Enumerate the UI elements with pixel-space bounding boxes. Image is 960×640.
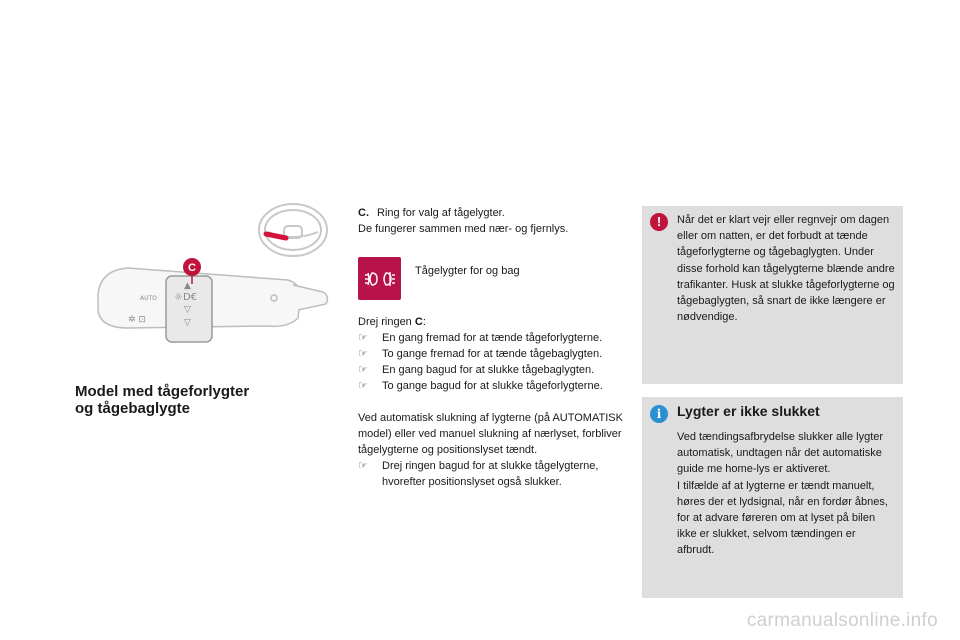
turn-ring-intro bbox=[358, 314, 630, 330]
svg-text:▲: ▲ bbox=[184, 281, 191, 291]
ring-c-subtext: De fungerer sammen med nær- og fjernlys. bbox=[358, 223, 569, 235]
instructions-column bbox=[358, 205, 630, 490]
ring-c-text: Ring for valg af tågelygter. bbox=[377, 207, 505, 219]
list-item: ☞ En gang fremad for at tænde tågeforlygterne. bbox=[358, 330, 630, 346]
warning-icon: ! bbox=[650, 213, 668, 231]
watermark: carmanualsonline.info bbox=[746, 610, 938, 631]
section-title-line2: og tågebaglygte bbox=[75, 400, 191, 417]
section-title-line1: Model med tågeforlygter bbox=[75, 383, 250, 400]
info-title: Lygter er ikke slukket bbox=[677, 403, 820, 419]
stalk-illustration bbox=[88, 200, 338, 370]
list-item: ☞ To gange fremad for at tænde tågebaglygten. bbox=[358, 346, 630, 362]
info-icon: i bbox=[650, 405, 668, 423]
svg-text:▽: ▽ bbox=[184, 305, 191, 315]
fog-lights-row bbox=[358, 257, 630, 300]
list-item: ☞ En gang bagud for at slukke tågebaglygten. bbox=[358, 362, 630, 378]
lighting-stalk-drawing bbox=[88, 200, 338, 370]
warning-text: Når det er klart vejr eller regnvejr om dagen eller om natten, er det forbudt at tænde tågeforlygterne og tågebaglygten. Under disse forhold kan tågelygterne blænde andre trafikanter. Husk at slukke tågeforlygterne og tågebaglygten, så snart de ikke længere er nødvendige. bbox=[677, 214, 895, 324]
info-box bbox=[642, 397, 903, 598]
svg-text:✲ ⊡: ✲ ⊡ bbox=[128, 315, 146, 325]
auto-off-paragraph: Ved automatisk slukning af lygterne (på AUTOMATISK model) eller ved manuel slukning af nærlyset, forbliver tågelygterne og positionslyset tændt. bbox=[358, 412, 623, 456]
warning-box bbox=[642, 206, 903, 384]
auto-off-steps bbox=[358, 458, 630, 490]
ring-c-description bbox=[358, 205, 630, 221]
fog-lights-label: Tågelygter for og bag bbox=[415, 265, 520, 277]
list-item: ☞ To gange bagud for at slukke tågeforlygterne. bbox=[358, 378, 630, 394]
svg-text:AUTO: AUTO bbox=[140, 295, 157, 302]
turn-ring-intro-text: Drej ringen bbox=[358, 316, 415, 328]
list-item: ☞ Drej ringen bagud for at slukke tågelygterne, hvorefter positionslyset også slukker. bbox=[358, 458, 630, 490]
section-title bbox=[75, 383, 315, 417]
turn-ring-steps bbox=[358, 330, 630, 394]
turn-ring-intro-bold: C bbox=[414, 316, 423, 328]
info-text bbox=[677, 429, 895, 559]
fog-lights-icon bbox=[358, 257, 401, 300]
ring-c-label: C. bbox=[358, 207, 369, 219]
turn-ring-intro-colon: : bbox=[422, 316, 426, 328]
svg-text:☼D€: ☼D€ bbox=[174, 292, 198, 303]
ring-c-marker-label: C bbox=[188, 262, 196, 274]
info-text-1: Ved tændingsafbrydelse slukker alle lygter automatisk, undtagen når det automatiske guide me home-lys er aktiveret. bbox=[677, 431, 884, 476]
svg-text:▽: ▽ bbox=[184, 318, 191, 328]
info-text-2: I tilfælde af at lygterne er tændt manuelt, høres der et lydsignal, når en fordør åbnes, for at advare føreren om at lyset på bilen ikke er slukket, selvom tændingen er afbrudt. bbox=[677, 479, 888, 557]
